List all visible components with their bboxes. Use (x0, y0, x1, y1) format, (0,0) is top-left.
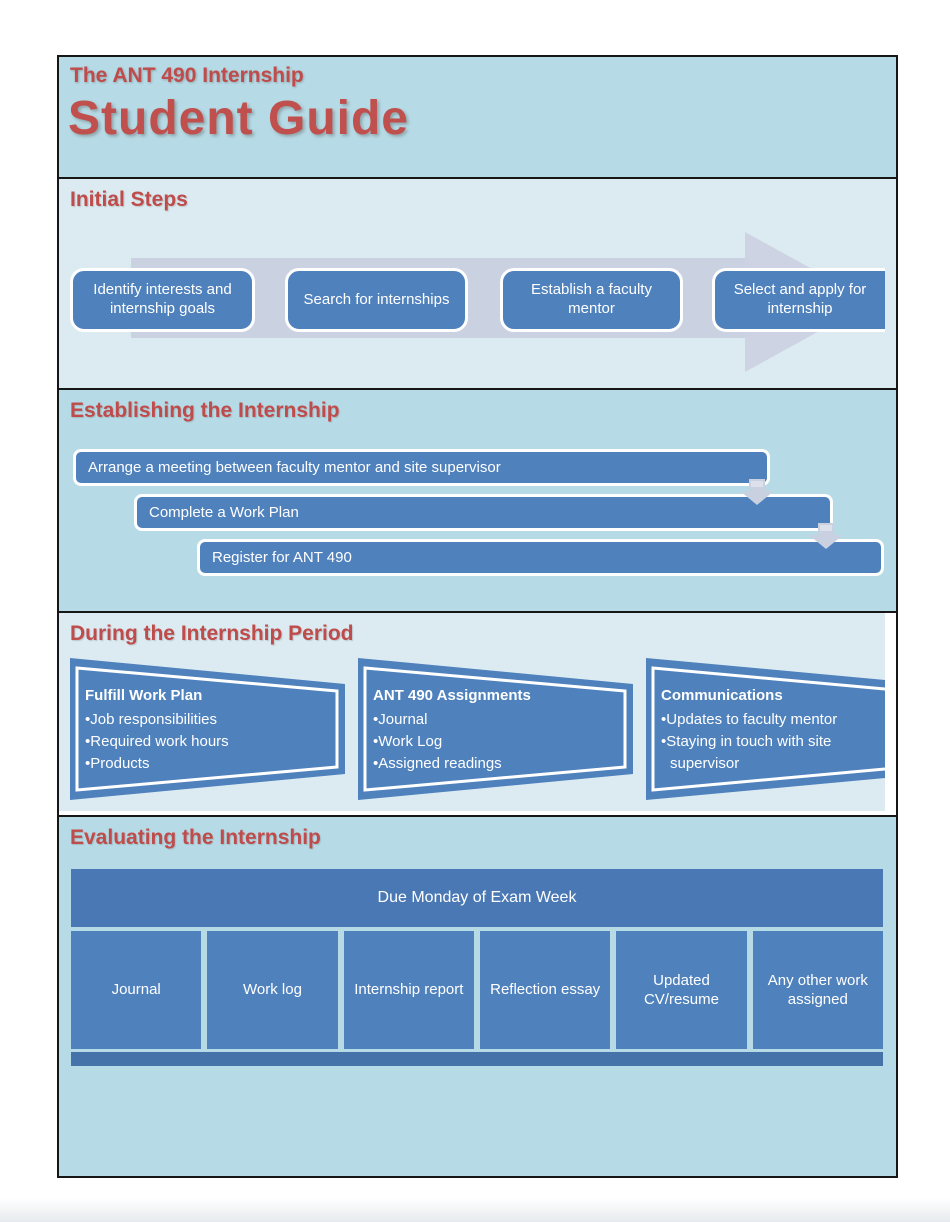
card-title: ANT 490 Assignments (373, 687, 531, 704)
section-header (57, 55, 898, 179)
deliverable-cell: Work log (207, 931, 337, 1049)
during-card (358, 658, 633, 800)
section-evaluating (57, 815, 898, 1178)
establishing-heading: Establishing the Internship (70, 399, 340, 422)
deliverable-cell: Any other work assigned (753, 931, 883, 1049)
initial-step-box: Search for internships (285, 268, 468, 332)
card-bullet: • Updates to faculty mentor (661, 709, 863, 731)
table-footer-strip (71, 1052, 883, 1066)
header-eyebrow: The ANT 490 Internship (70, 64, 304, 87)
page-title: Student Guide (68, 92, 409, 145)
initial-steps-heading: Initial Steps (70, 188, 188, 211)
card-bullet: • Required work hours (85, 731, 323, 753)
card-title: Fulfill Work Plan (85, 687, 203, 704)
card-bullet: • Assigned readings (373, 753, 611, 775)
deliverable-cell: Updated CV/resume (616, 931, 746, 1049)
initial-step-box: Establish a faculty mentor (500, 268, 683, 332)
during-card (70, 658, 345, 800)
initial-step-box: Select and apply for internship (712, 268, 885, 332)
establishing-step-bar: Arrange a meeting between faculty mentor and site supervisor (73, 449, 770, 486)
card-bullet: • Products (85, 753, 323, 775)
deliverable-cell: Internship report (344, 931, 474, 1049)
due-date-banner: Due Monday of Exam Week (71, 869, 883, 927)
initial-step-box: Identify interests and internship goals (70, 268, 255, 332)
evaluating-heading: Evaluating the Internship (70, 826, 321, 849)
card-bullet: • Job responsibilities (85, 709, 323, 731)
deliverable-cell: Journal (71, 931, 201, 1049)
section-during (57, 611, 898, 817)
down-arrow-icon (740, 479, 774, 505)
card-bullet: • Staying in touch with site supervisor (661, 731, 863, 775)
during-card (646, 658, 885, 800)
deliverable-cell: Reflection essay (480, 931, 610, 1049)
establishing-step-bar: Register for ANT 490 (197, 539, 884, 576)
during-heading: During the Internship Period (70, 622, 354, 645)
down-arrow-icon (809, 523, 843, 549)
section-initial-steps (57, 177, 898, 390)
card-title: Communications (661, 687, 783, 704)
deliverables-row (71, 931, 883, 1049)
card-bullet: • Work Log (373, 731, 611, 753)
establishing-step-bar: Complete a Work Plan (134, 494, 833, 531)
page-bottom-gap (0, 1198, 950, 1222)
card-bullet: • Journal (373, 709, 611, 731)
section-establishing (57, 388, 898, 613)
